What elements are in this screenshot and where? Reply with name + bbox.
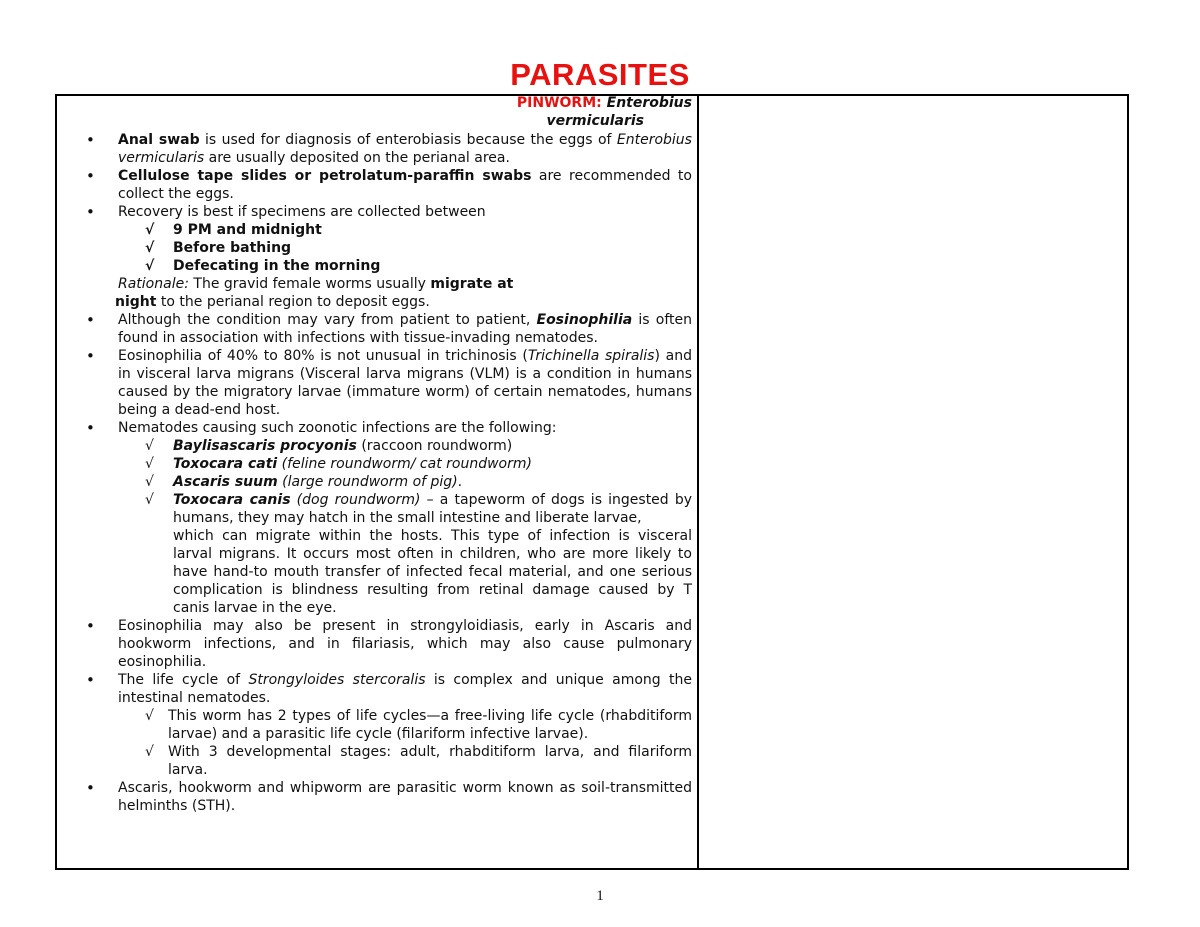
bold-italic-term: Baylisascaris procyonis	[173, 438, 357, 454]
text: (raccoon roundworm)	[356, 438, 513, 454]
text: – a tapeworm of dogs is ingested by humans, they may hatch in the small intestine and liberate larvae,	[173, 492, 693, 526]
text: are usually deposited on the perianal area.	[204, 150, 510, 166]
text: The gravid female worms usually	[188, 276, 431, 292]
check-text: Before bathing	[173, 240, 292, 256]
check-item	[60, 455, 692, 473]
check-text: Defecating in the morning	[173, 258, 381, 274]
italic-text: (dog roundworm)	[290, 492, 421, 508]
check-item	[60, 491, 692, 527]
species-name-genus: Enterobius	[606, 95, 692, 111]
rationale-label: Rationale:	[118, 276, 189, 292]
check-icon: √	[145, 492, 154, 508]
check-icon: √	[145, 240, 155, 256]
rationale-line	[60, 275, 692, 293]
check-icon: √	[145, 438, 154, 454]
check-icon: √	[145, 222, 155, 238]
bold-italic-term: Ascaris suum	[173, 474, 278, 490]
page-number: 1	[596, 888, 604, 904]
italic-text: (large roundworm of pig)	[277, 474, 458, 490]
section-heading	[60, 95, 692, 112]
bold-term: Anal swab	[118, 132, 200, 148]
text: Eosinophilia of 40% to 80% is not unusual in trichinosis (	[118, 348, 528, 364]
bold-italic-term: Toxocara cati	[173, 456, 278, 472]
bold-term: night	[115, 294, 157, 310]
continuation-text: which can migrate within the hosts. This type of infection is visceral larval migrans. It occurs most often in children, who are more likely to have hand-to mouth transfer of infected fecal material, and one serious complication is blindness resulting from retinal damage caused by T canis larvae in the eye.	[173, 528, 692, 616]
italic-term: Trichinella spiralis	[527, 348, 655, 364]
check-item	[60, 437, 692, 455]
check-icon: √	[145, 708, 154, 724]
column-divider	[697, 94, 699, 870]
section-label: PINWORM:	[516, 95, 602, 111]
text: Although the condition may vary from patient to patient,	[118, 312, 537, 328]
list-item	[60, 617, 692, 671]
check-item	[60, 707, 692, 743]
bold-term: migrate at	[430, 276, 514, 292]
check-item	[60, 239, 692, 257]
check-icon: √	[145, 456, 154, 472]
text: Nematodes causing such zoonotic infections are the following:	[118, 420, 557, 436]
check-icon: √	[145, 744, 154, 760]
check-text: This worm has 2 types of life cycles—a free-living life cycle (rhabditiform larvae) and a parasitic life cycle (filariform infective larvae).	[168, 708, 692, 742]
bold-italic-term: Toxocara canis	[173, 492, 291, 508]
italic-term: Enterobius vermicularis	[118, 132, 692, 166]
text: is often found in association with infections with tissue-invading nematodes.	[118, 312, 693, 346]
list-item	[60, 311, 692, 347]
text: are recommended to collect the eggs.	[118, 168, 692, 202]
check-item	[60, 743, 692, 779]
list-item	[60, 203, 692, 221]
species-name-epithet: vermicularis	[546, 113, 644, 129]
text: is used for diagnosis of enterobiasis because the eggs of	[199, 132, 617, 148]
text: Ascaris, hookworm and whipworm are parasitic worm known as soil-transmitted helminths (STH).	[118, 780, 692, 814]
italic-term: Strongyloides stercoralis	[248, 672, 426, 688]
text: Eosinophilia may also be present in strongyloidiasis, early in Ascaris and hookworm infections, and in filariasis, which may also cause pulmonary eosinophilia.	[118, 618, 692, 670]
bold-italic-term: Eosinophilia	[536, 312, 633, 328]
text: to the perianal region to deposit eggs.	[156, 294, 430, 310]
list-item	[60, 779, 692, 815]
list-item	[60, 131, 692, 167]
text: The life cycle of	[118, 672, 249, 688]
text: .	[457, 474, 463, 490]
check-text: 9 PM and midnight	[173, 222, 322, 238]
rationale-line	[60, 293, 692, 311]
check-item	[60, 221, 692, 239]
check-item	[60, 257, 692, 275]
list-item	[60, 167, 692, 203]
text: Recovery is best if specimens are collected between	[118, 204, 486, 220]
left-column	[60, 95, 692, 815]
list-item	[60, 671, 692, 707]
text: is complex and unique among the intestinal nematodes.	[118, 672, 692, 706]
list-item	[60, 419, 692, 437]
list-item	[60, 347, 692, 419]
italic-text: (feline roundworm/ cat roundworm)	[277, 456, 532, 472]
check-item	[60, 473, 692, 491]
bold-term: Cellulose tape slides or petrolatum-paraffin swabs	[118, 168, 532, 184]
check-icon: √	[145, 258, 155, 274]
page-title: PARASITES	[510, 57, 690, 92]
check-text: With 3 developmental stages: adult, rhabditiform larva, and filariform larva.	[168, 744, 692, 778]
check-icon: √	[145, 474, 154, 490]
text: ) and in visceral larva migrans (Visceral larva migrans (VLM) is a condition in humans caused by the migratory larvae (immature worm) of certain nematodes, humans being a dead-end host.	[118, 348, 692, 418]
